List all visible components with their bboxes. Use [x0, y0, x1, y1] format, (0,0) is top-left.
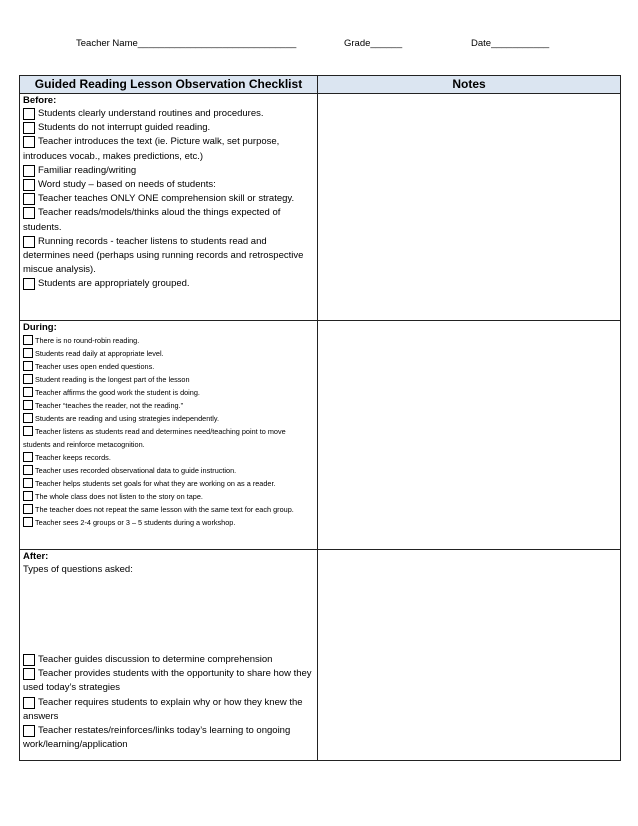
during-notes-cell[interactable] — [318, 321, 621, 550]
before-notes-cell[interactable] — [318, 94, 621, 321]
checklist-item-text: Familiar reading/writing — [38, 164, 137, 176]
checklist-column-header: Guided Reading Lesson Observation Checklist — [20, 76, 318, 94]
checklist-item-text: Students read daily at appropriate level. — [35, 349, 164, 358]
checklist-item — [23, 464, 314, 477]
checklist-item — [23, 334, 314, 347]
checkbox[interactable] — [23, 136, 35, 148]
after-section-title: After: — [23, 551, 49, 562]
checklist-item — [23, 503, 314, 516]
checklist-item-text: The teacher does not repeat the same lesson with the same text for each group. — [35, 505, 294, 514]
checklist-item-text: Teacher reads/models/thinks aloud the things expected of students. — [23, 207, 281, 233]
checklist-item — [23, 107, 314, 121]
during-checklist-cell — [20, 321, 318, 550]
checklist-item-text: Teacher provides students with the opportunity to share how they used today’s strategies — [23, 668, 312, 694]
checklist-item — [23, 135, 314, 163]
checklist-item — [23, 121, 314, 135]
checkbox[interactable] — [23, 361, 33, 371]
checklist-item — [23, 277, 314, 291]
header-fields — [0, 38, 638, 52]
checklist-item — [23, 451, 314, 464]
checkbox[interactable] — [23, 165, 35, 177]
checklist-item — [23, 373, 314, 386]
checklist-item — [23, 360, 314, 373]
checklist-item — [23, 347, 314, 360]
checklist-item — [23, 399, 314, 412]
checklist-item — [23, 477, 314, 490]
checkbox[interactable] — [23, 697, 35, 709]
checklist-item-text: Teacher introduces the text (ie. Picture walk, set purpose, introduces vocab., makes predictions, etc.) — [23, 136, 280, 162]
checkbox[interactable] — [23, 478, 33, 488]
after-notes-cell[interactable] — [318, 550, 621, 761]
notes-column-header: Notes — [318, 76, 621, 94]
checklist-item — [23, 425, 314, 451]
checklist-item-text: Teacher guides discussion to determine comprehension — [38, 654, 273, 665]
checklist-item — [23, 206, 314, 234]
date-field[interactable]: Date___________ — [471, 38, 550, 49]
checklist-item-text: Teacher sees 2-4 groups or 3 – 5 students during a workshop. — [35, 518, 236, 527]
checkbox[interactable] — [23, 348, 33, 358]
checklist-item — [23, 516, 314, 529]
checkbox[interactable] — [23, 108, 35, 120]
checklist-item — [23, 178, 314, 192]
after-checklist-cell — [20, 550, 318, 761]
checklist-item-text: The whole class does not listen to the story on tape. — [35, 492, 203, 501]
checklist-item-text: Teacher listens as students read and determines need/teaching point to move students and reinforce metacognition. — [23, 427, 286, 449]
checkbox[interactable] — [23, 413, 33, 423]
checklist-item-text: Teacher requires students to explain why or how they knew the answers — [23, 696, 303, 722]
before-checklist-cell — [20, 94, 318, 321]
checklist-item — [23, 490, 314, 503]
during-section-title: During: — [23, 322, 57, 333]
teacher-name-field[interactable]: Teacher Name______________________________ — [76, 38, 297, 49]
after-section-row — [20, 550, 621, 761]
checklist-item-text: Students are reading and using strategies independently. — [35, 414, 220, 423]
checklist-item — [23, 653, 314, 667]
checklist-item-text: Teacher keeps records. — [35, 453, 111, 462]
checkbox[interactable] — [23, 335, 33, 345]
checklist-item — [23, 412, 314, 425]
after-item-list — [23, 653, 314, 752]
checkbox[interactable] — [23, 725, 35, 737]
before-section-row — [20, 94, 621, 321]
checklist-item — [23, 164, 314, 178]
checkbox[interactable] — [23, 278, 35, 290]
checkbox[interactable] — [23, 179, 35, 191]
checklist-item-text: Students do not interrupt guided reading. — [38, 122, 211, 134]
checklist-item-text: Teacher “teaches the reader, not the reading.” — [35, 401, 184, 410]
before-item-list — [23, 107, 314, 292]
checkbox[interactable] — [23, 207, 35, 219]
checkbox[interactable] — [23, 491, 33, 501]
grade-field[interactable]: Grade______ — [344, 38, 403, 49]
checklist-item — [23, 192, 314, 206]
during-item-list — [23, 334, 314, 529]
checklist-item-text: Teacher restates/reinforces/links today’s learning to ongoing work/learning/application — [23, 725, 291, 751]
checklist-item — [23, 386, 314, 399]
checklist-item-text: Teacher teaches ONLY ONE comprehension skill or strategy. — [38, 193, 295, 205]
checkbox[interactable] — [23, 465, 33, 475]
checkbox[interactable] — [23, 387, 33, 397]
observation-table — [19, 75, 621, 761]
checkbox[interactable] — [23, 452, 33, 462]
checkbox[interactable] — [23, 122, 35, 134]
checklist-item — [23, 667, 314, 695]
checkbox[interactable] — [23, 400, 33, 410]
checklist-item-text: Students are appropriately grouped. — [38, 278, 190, 290]
checkbox[interactable] — [23, 236, 35, 248]
questions-writing-space[interactable] — [23, 576, 314, 653]
checkbox[interactable] — [23, 668, 35, 680]
checklist-item-text: Running records - teacher listens to students read and determines need (perhaps using running records and retrospective miscue analysis). — [23, 235, 304, 276]
checklist-item-text: Teacher affirms the good work the student is doing. — [35, 388, 200, 397]
checklist-item — [23, 724, 314, 752]
checklist-item — [23, 235, 314, 278]
during-section-row — [20, 321, 621, 550]
checklist-item-text: There is no round-robin reading. — [35, 336, 140, 345]
checklist-item-text: Word study – based on needs of students: — [38, 179, 216, 191]
checklist-item-text: Students clearly understand routines and procedures. — [38, 108, 264, 119]
before-section-title: Before: — [23, 95, 57, 106]
checkbox[interactable] — [23, 654, 35, 666]
checklist-item-text: Teacher helps students set goals for what they are working on as a reader. — [35, 479, 276, 488]
checklist-item-text: Student reading is the longest part of the lesson — [35, 375, 190, 384]
checklist-item — [23, 696, 314, 724]
checklist-item-text: Teacher uses open ended questions. — [35, 362, 155, 371]
checkbox[interactable] — [23, 517, 33, 527]
checkbox[interactable] — [23, 193, 35, 205]
checkbox[interactable] — [23, 504, 33, 514]
checkbox[interactable] — [23, 426, 33, 436]
checklist-item-text: Teacher uses recorded observational data to guide instruction. — [35, 466, 237, 475]
questions-label: Types of questions asked: — [23, 564, 133, 575]
table-header-row — [20, 76, 621, 94]
checkbox[interactable] — [23, 374, 33, 384]
